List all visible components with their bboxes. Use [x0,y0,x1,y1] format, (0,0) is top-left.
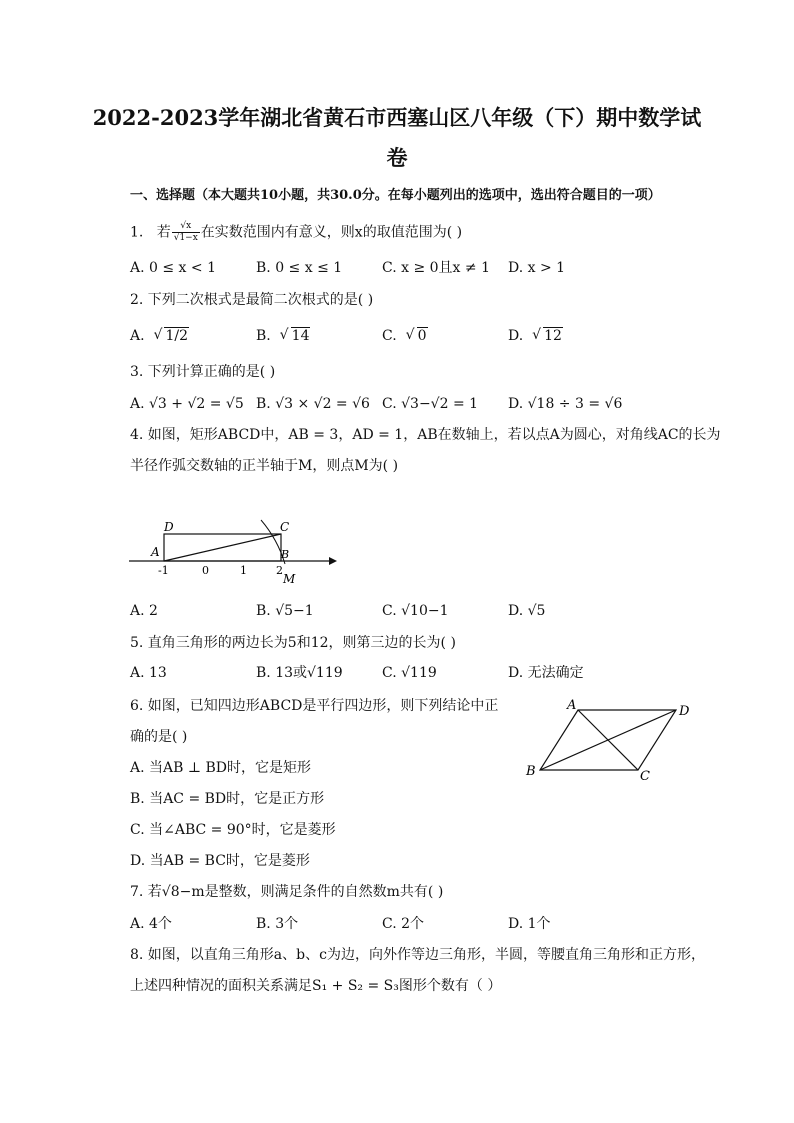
option-b: B. √3 × √2 = √6 [256,396,370,412]
diagonal-bd [540,710,676,770]
option-b: B. 13或√119 [256,665,343,681]
label-c: C [280,520,290,534]
question-text-pre: 若 [156,224,171,241]
question-2: 2. 下列二次根式是最简二次根式的是( ) [130,292,374,308]
option-d: D. √5 [508,603,546,619]
question-number: 1. [130,224,144,241]
question-8-line-1: 8. 如图，以直角三角形a、b、c为边，向外作等边三角形，半圆，等腰直角三角形和正方形， [130,947,705,963]
page-title-continued: 卷 [386,145,408,170]
label-a: A [151,545,160,559]
question-4-line-1: 4. 如图，矩形ABCD中，AB = 3，AD = 1，AB在数轴上，若以点A为圆心，对角线AC的长为 [130,427,721,443]
tick-label: 2 [276,564,283,577]
label-d: D [679,704,690,719]
option-c: C. 当∠ABC = 90°时，它是菱形 [130,822,336,838]
option-a: A. 0 ≤ x < 1 [130,260,216,276]
option-b: B. √ 14 [256,326,310,346]
tick-label: 0 [202,564,209,577]
option-a: A. 4个 [130,916,172,932]
label-d: D [164,520,174,534]
option-a: A. √3 + √2 = √5 [130,396,244,412]
option-b: B. 0 ≤ x ≤ 1 [256,260,343,276]
radical: √ 0 [406,326,428,346]
option-d: D. 1个 [508,916,551,932]
option-c: C. √10−1 [382,603,449,619]
radical: √ 12 [532,326,563,346]
option-c: C. 2个 [382,916,425,932]
question-3: 3. 下列计算正确的是( ) [130,364,276,380]
option-b: B. 3个 [256,916,299,932]
option-b: B. 当AC = BD时，它是正方形 [130,791,325,807]
option-c: C. √119 [382,665,437,681]
tick-label: -1 [158,564,169,577]
option-d: D. √ 12 [508,326,563,346]
tick-label: 1 [240,564,247,577]
option-a: A. 13 [130,665,167,681]
option-d: D. 当AB = BC时，它是菱形 [130,853,310,869]
label-m: M [283,572,296,586]
option-d: D. x > 1 [508,260,566,276]
label-a: A [567,698,577,713]
question-1 [130,221,462,244]
arrow-head-icon [329,557,337,565]
fraction: $\frac{√x}{√1-x}$ [173,221,198,243]
question-4-line-2: 半径作弧交数轴的正半轴于M，则点M为( ) [130,458,399,474]
radical: √ 14 [280,326,311,346]
radical: √ 1/2 [153,326,189,346]
label-b: B [281,548,290,561]
question-5: 5. 直角三角形的两边长为5和12，则第三边的长为( ) [130,635,456,651]
option-c: C. √ 0 [382,326,428,346]
label-b: B [526,764,536,779]
question-6-line-1: 6. 如图，已知四边形ABCD是平行四边形，则下列结论中正 [130,698,499,714]
diagonal-ac [164,534,281,561]
question-7: 7. 若√8−m是整数，则满足条件的自然数m共有( ) [130,884,444,900]
option-a: A. √ 1/2 [130,326,189,346]
question-text-post: 在实数范围内有意义，则x的取值范围为( ) [200,224,463,241]
question-8-line-2: 上述四种情况的面积关系满足S₁ + S₂ = S₃图形个数有（ ） [130,978,502,994]
parallelogram-figure [520,695,700,785]
page-title: 2022-2023学年湖北省黄石市西塞山区八年级（下）期中数学试 [92,105,702,130]
option-a: A. 当AB ⊥ BD时，它是矩形 [130,760,311,776]
question-6-line-2: 确的是( ) [130,729,188,745]
option-d: D. 无法确定 [508,665,584,681]
option-a: A. 2 [130,603,158,619]
label-c: C [640,769,650,784]
section-heading: 一、选择题（本大题共10小题，共30.0分。在每小题列出的选项中，选出符合题目的一项） [130,188,661,203]
option-b: B. √5−1 [256,603,314,619]
rectangle-numberline-figure [125,512,340,590]
option-c: C. √3−√2 = 1 [382,396,479,412]
option-d: D. √18 ÷ 3 = √6 [508,396,623,412]
option-c: C. x ≥ 0且x ≠ 1 [382,260,490,276]
